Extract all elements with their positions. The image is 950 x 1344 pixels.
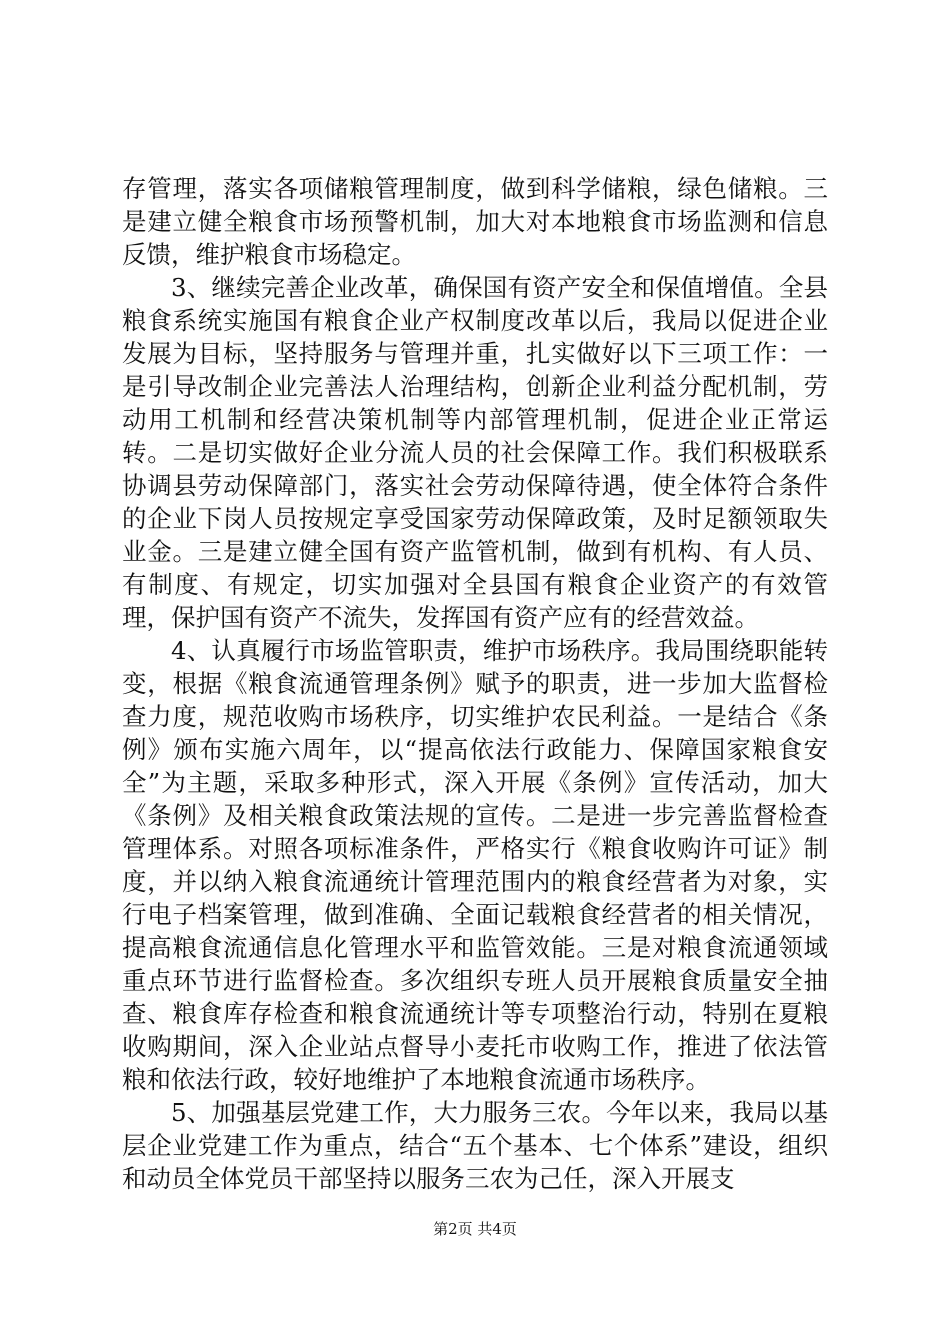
page-number-footer: 第2页 共4页 bbox=[433, 1220, 517, 1238]
paragraph-5: 5、加强基层党建工作，大力服务三农。今年以来，我局以基层企业党建工作为重点，结合“五个基本、七个体系”建设，组织和动员全体党员干部坚持以服务三农为己任，深入开展支 bbox=[122, 1098, 828, 1193]
paragraph-3: 3、继续完善企业改革，确保国有资产安全和保值增值。全县粮食系统实施国有粮食企业产权制度改革以后，我局以促进企业发展为目标，坚持服务与管理并重，扎实做好以下三项工作：一是引导改制企业完善法人治理结构，创新企业利益分配机制，劳动用工机制和经营决策机制等内部管理机制，促进企业正常运转。二是切实做好企业分流人员的社会保障工作。我们积极联系协调县劳动保障部门，落实社会劳动保障待遇，使全体符合条件的企业下岗人员按规定享受国家劳动保障政策，及时足额领取失业金。三是建立健全国有资产监管机制，做到有机构、有人员、有制度、有规定，切实加强对全县国有粮食企业资产的有效管理，保护国有资产不流失，发挥国有资产应有的经营效益。 bbox=[122, 273, 828, 632]
body-text bbox=[122, 172, 828, 1195]
paragraph-continuation: 存管理，落实各项储粮管理制度，做到科学储粮，绿色储粮。三是建立健全粮食市场预警机制，加大对本地粮食市场监测和信息反馈，维护粮食市场稳定。 bbox=[122, 174, 828, 269]
paragraph-4: 4、认真履行市场监管职责，维护市场秩序。我局围绕职能转变，根据《粮食流通管理条例》赋予的职责，进一步加大监督检查力度，规范收购市场秩序，切实维护农民利益。一是结合《条例》颁布实施六周年，以“提高依法行政能力、保障国家粮食安全”为主题，采取多种形式，深入开展《条例》宣传活动，加大《条例》及相关粮食政策法规的宣传。二是进一步完善监督检查管理体系。对照各项标准条件，严格实行《粮食收购许可证》制度，并以纳入粮食流通统计管理范围内的粮食经营者为对象，实行电子档案管理，做到准确、全面记载粮食经营者的相关情况，提高粮食流通信息化管理水平和监管效能。三是对粮食流通领域重点环节进行监督检查。多次组织专班人员开展粮食质量安全抽查、粮食库存检查和粮食流通统计等专项整治行动，特别在夏粮收购期间，深入企业站点督导小麦托市收购工作，推进了依法管粮和依法行政，较好地维护了本地粮食流通市场秩序。 bbox=[122, 636, 828, 1094]
